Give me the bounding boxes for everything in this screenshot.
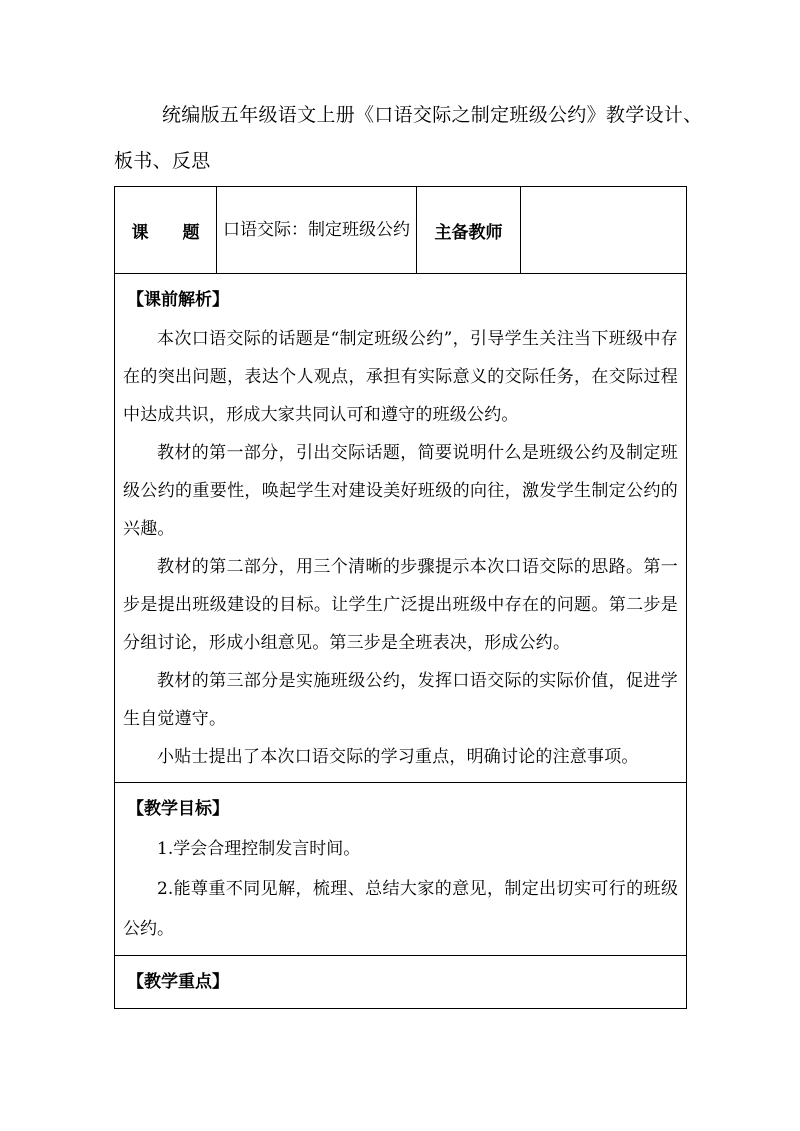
goal-item: 1.学会合理控制发言时间。 [157, 839, 361, 859]
header-row [115, 187, 687, 274]
focus-heading: 【教学重点】 [127, 972, 229, 992]
analysis-paragraph: 教材的第二部分，用三个清晰的步骤提示本次口语交际的思路。第一步是提出班级建设的目标。让学生广泛提出班级中存在的问题。第二步是分组讨论，形成小组意见。第三步是全班表决，形成公约。 [123, 557, 678, 653]
focus-section [115, 956, 687, 1009]
teacher-value [521, 187, 687, 274]
analysis-paragraph: 教材的第一部分，引出交际话题，简要说明什么是班级公约及制定班级公约的重要性，唤起学生对建设美好班级的向往，激发学生制定公约的兴趣。 [123, 443, 678, 539]
analysis-paragraph: 教材的第三部分是实施班级公约，发挥口语交际的实际价值，促进学生自觉遵守。 [123, 671, 678, 729]
goal-item: 2.能尊重不同见解，梳理、总结大家的意见，制定出切实可行的班级公约。 [123, 879, 678, 939]
topic-value: 口语交际：制定班级公约 [217, 187, 417, 274]
analysis-paragraph: 小贴士提出了本次口语交际的学习重点，明确讨论的注意事项。 [157, 747, 639, 767]
lesson-table [114, 186, 687, 1009]
document-title [114, 92, 704, 184]
teacher-label: 主备教师 [417, 187, 521, 274]
title-line-2: 板书、反思 [114, 150, 211, 172]
goals-section [115, 783, 687, 956]
analysis-heading: 【课前解析】 [127, 290, 229, 310]
analysis-section [115, 274, 687, 783]
analysis-paragraph: 本次口语交际的话题是“制定班级公约”，引导学生关注当下班级中存在的突出问题，表达个人观点，承担有实际意义的交际任务，在交际过程中达成共识，形成大家共同认可和遵守的班级公约。 [123, 329, 678, 425]
goals-heading: 【教学目标】 [127, 799, 229, 819]
goals-row [115, 783, 687, 956]
topic-label: 课 题 [115, 187, 217, 274]
focus-row [115, 956, 687, 1009]
analysis-row [115, 274, 687, 783]
title-line-1: 统编版五年级语文上册《口语交际之制定班级公约》教学设计、 [162, 104, 703, 126]
